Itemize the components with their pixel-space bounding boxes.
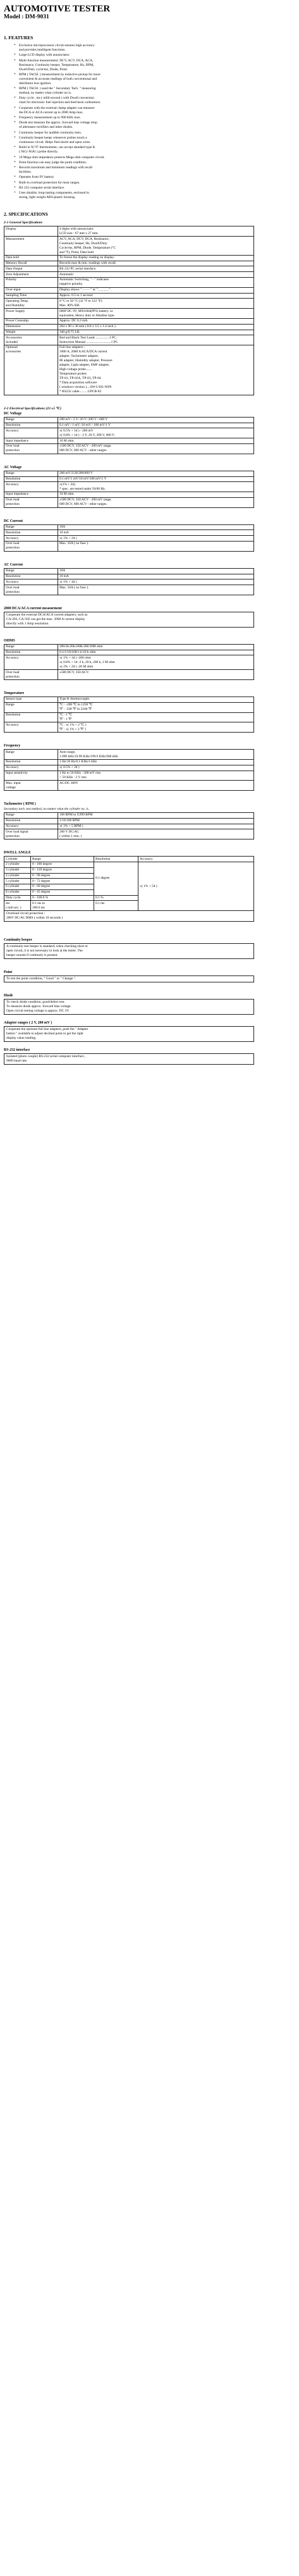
spec-label: Over load protection xyxy=(4,497,58,507)
feature-item: * Operates from 9V battery. xyxy=(14,175,291,180)
spec-row xyxy=(4,712,254,722)
spec-value: 0 °C to 50 °C (32 °F to 122 °F). Max. 80% RH. xyxy=(58,299,254,309)
spec-row xyxy=(4,417,254,423)
features-list xyxy=(4,44,291,200)
spec-value: Red and Black Test Leads ................1 PC. Instruction Manual .............................1 PC. xyxy=(58,335,254,345)
spec-label: Dimension xyxy=(4,324,58,330)
spec-value: Approx. DC 6.3 mA. xyxy=(58,318,254,324)
spec-row xyxy=(4,443,254,454)
spec-row xyxy=(4,781,254,791)
spec-label: Zero Adjustment xyxy=(4,272,58,278)
dwell-resolution: 0.1 degree xyxy=(94,862,138,895)
spec-value: 1/10/100 RPM xyxy=(58,818,254,824)
point-text: To test the point condition, " Good " or " Change ". xyxy=(4,975,254,982)
spec-row xyxy=(4,524,254,530)
spec-row xyxy=(4,824,254,829)
electrical-spec-heading: 2-2 Electrical Specifications (23 ±5 ℃) xyxy=(4,406,62,411)
specifications-heading: 2. SPECIFICATIONS xyxy=(4,211,48,218)
spec-row xyxy=(4,237,254,256)
continuity-heading: Continuity beeper xyxy=(4,938,32,943)
spec-row xyxy=(4,536,254,542)
feature-item: * RPM ( TACH. ) measurement by inductive pickup for more convenient & accurate readings of both conventional and distributor less ignition. xyxy=(14,73,291,86)
feature-item: * Continuity beeper keeps whenever probes touch a continuous circuit. Helps find shorts and open wires. xyxy=(14,136,291,145)
spec-label: Accuracy xyxy=(4,655,58,670)
spec-row xyxy=(4,722,254,733)
spec-label: Accuracy xyxy=(4,824,58,829)
dwell-cylinder: 6 cylinder xyxy=(4,884,31,890)
spec-label: Range xyxy=(4,813,58,819)
dwell-duty-cell: 0.1 % xyxy=(94,895,138,901)
spec-row xyxy=(4,299,254,309)
spec-label: Power Supply xyxy=(4,309,58,319)
spec-row xyxy=(4,423,254,428)
spec-value: 10 M ohm. xyxy=(58,492,254,498)
spec-label: Range xyxy=(4,702,58,712)
spec-row xyxy=(4,287,254,293)
spec-label: Power Consump. xyxy=(4,318,58,324)
feature-item: * Exclusive microprocessor circuit ensures high accuracy and provides intelligent functions. xyxy=(14,44,291,53)
dwell-header-resolution: Resolution xyxy=(94,857,138,862)
rs232-heading: RS-232 interface xyxy=(4,1048,30,1053)
dwell-cylinder: 2 cylinder xyxy=(4,862,31,867)
spec-label: Memory Recall xyxy=(4,261,58,266)
spec-row xyxy=(4,765,254,771)
spec-label: Sensor type xyxy=(4,697,58,703)
spec-value: RS 232 PC serial interface. xyxy=(58,266,254,272)
spec-row xyxy=(4,278,254,288)
spec-label: Accuracy xyxy=(4,482,58,492)
feature-item: * Frequency measurement up to 900 KHz max. xyxy=(14,116,291,120)
spec-row xyxy=(4,226,254,237)
spec-row xyxy=(4,771,254,781)
model-number: Model : DM-9031 xyxy=(4,14,49,20)
spec-label: Over load protection xyxy=(4,585,58,595)
spec-value: ±( 1% + 5 RPM ) xyxy=(58,824,254,829)
dwell-range: 0 - 60 degree xyxy=(31,884,94,890)
feature-item: * Build in 'K'/'F' thermometer, can accept standard type K ( NiCr-NiAl ) probe directly. xyxy=(14,146,291,154)
spec-value: 200 mV / 2 V/ 20 V/ 200 V / 600 V xyxy=(58,417,254,423)
spec-row xyxy=(4,650,254,655)
dwell-cylinder: 3 cylinder xyxy=(4,867,31,873)
spec-row xyxy=(4,309,254,319)
dwell-header-accuracy: Accuracy xyxy=(138,857,254,862)
feature-item: * Records maximum and minimum readings with recall facilities. xyxy=(14,166,291,175)
spec-row xyxy=(4,272,254,278)
spec-row xyxy=(4,644,254,650)
dwell-range: 0 - 72 degree xyxy=(31,879,94,884)
document-title: AUTOMOTIVE TESTER xyxy=(4,4,111,14)
spec-value: Automatic Switching, " - " indicates negative polarity. xyxy=(58,278,254,288)
spec-label: Accuracy xyxy=(4,765,58,771)
feature-item: * Uses durable, long-lasting components, enclosed in strong, light weight ABS-plastic housing. xyxy=(14,191,291,200)
aca-heading: AC Current xyxy=(4,562,23,567)
spec-label: Max. input voltage xyxy=(4,781,58,791)
spec-row xyxy=(4,438,254,444)
spec-label: Data Output xyxy=(4,266,58,272)
spec-label: Accuracy xyxy=(4,722,58,733)
spec-value: AC/DC 300V xyxy=(58,781,254,791)
spec-row xyxy=(4,335,254,345)
dwell-row xyxy=(4,862,254,867)
spec-row xyxy=(4,471,254,476)
spec-label: Weight xyxy=(4,330,58,335)
feature-item: * 10 Mega ohm impedance protects Mega ohm computer circuit. xyxy=(14,156,291,160)
spec-label: Display xyxy=(4,226,58,237)
temperature-table xyxy=(4,697,254,733)
spec-value: ±( 1% + 3d ) -200 ohm ±( 0.8% + 1d -2 k, 20 k, 200 k, 2 M ohm ±( 2% + 2d ) -20 M ohm xyxy=(58,655,254,670)
spec-row xyxy=(4,750,254,760)
adapter-heading: Adapter ranges ( 2 V, 200 mV ) xyxy=(4,1021,52,1025)
spec-label: Range xyxy=(4,417,58,423)
feature-item: * Point function can easy judge the point condition. xyxy=(14,161,291,165)
spec-value: ±( 0.5% + 2d ) xyxy=(58,765,254,771)
adapter-text: Cooperate the optional full line adapters, push the " Adapter button " available to adjust decimal point to get the right display value reading. xyxy=(4,1026,254,1042)
acv-heading: AC Voltage xyxy=(4,465,22,469)
diode-text: To check diode condition, good/defect test. To measure diode approx. forward bias voltage. Open circuit testing voltage is approx. DC 3V. xyxy=(4,999,254,1015)
spec-row xyxy=(4,492,254,498)
spec-row xyxy=(4,261,254,266)
spec-value: 100 RPM to 9,999 RPM xyxy=(58,813,254,819)
spec-value: To freeze the display reading on display. xyxy=(58,255,254,261)
spec-label: Accuracy xyxy=(4,536,58,542)
ohms-heading: OHMS xyxy=(4,638,15,643)
feature-item: * RPM ( TACH. ) used the " Secondary Tach. " measuring method, no matter what cylinder no is. xyxy=(14,87,291,96)
spec-value: 10 mA xyxy=(58,574,254,579)
spec-row xyxy=(4,813,254,819)
spec-value: 1 Hz to 50 KHz : 500 mV rms > 50 KHz : 2 V rms xyxy=(58,771,254,781)
spec-label: Accessories Included xyxy=(4,335,58,345)
ohms-table xyxy=(4,644,254,680)
dwell-range: 0 - 180 degree xyxy=(31,862,94,867)
spec-value: 10 M ohm. xyxy=(58,438,254,444)
spec-value: Approx. 0.5 to 1 second. xyxy=(58,293,254,299)
spec-label: Over load signal protection xyxy=(4,829,58,839)
dcv-heading: DC Voltage xyxy=(4,411,22,416)
spec-label: Accuracy xyxy=(4,428,58,438)
dca-table xyxy=(4,524,254,552)
spec-row xyxy=(4,330,254,335)
spec-value: 1 Hz/10 Hz/0.1 KHz/1 kHz xyxy=(58,759,254,765)
spec-label: Measurement xyxy=(4,237,58,256)
spec-value: Automatic xyxy=(58,272,254,278)
spec-row xyxy=(4,318,254,324)
spec-label: Polarity xyxy=(4,278,58,288)
feature-item: * RS 232 computer serial interface. xyxy=(14,186,291,190)
dwell-header-range: Range xyxy=(31,857,94,862)
spec-row xyxy=(4,655,254,670)
spec-value: Max. 10A ( no fuse ). xyxy=(58,542,254,552)
spec-row xyxy=(4,530,254,536)
dwell-heading: DWELL ANGLE xyxy=(4,851,32,855)
features-heading: 1. FEATURES xyxy=(4,35,34,40)
spec-value: ±( 1% + 4d ) xyxy=(58,579,254,585)
spec-row xyxy=(4,482,254,492)
dwell-accuracy: ±( 1% + 5d ) xyxy=(138,862,254,910)
spec-label: Over load protection xyxy=(4,443,58,454)
spec-label: Over-input xyxy=(4,287,58,293)
spec-label: Resolution xyxy=(4,423,58,428)
spec-row xyxy=(4,574,254,579)
acv-table xyxy=(4,471,254,508)
diode-heading: Diode xyxy=(4,994,13,998)
feature-item: * Built-in overload protection for most ranges. xyxy=(14,181,291,185)
spec-label: Range xyxy=(4,471,58,476)
general-spec-table xyxy=(4,226,254,395)
dwell-duty-cell: 0 - 100.0 % xyxy=(31,895,94,901)
dcv-table xyxy=(4,417,254,454)
spec-row xyxy=(4,266,254,272)
spec-row xyxy=(4,585,254,595)
spec-value: 204 x 90 x 36 mm ( 8.0 x 3.5 x 1.4 inch ). xyxy=(58,324,254,330)
spec-value: Max. 10A ( no fuse ). xyxy=(58,585,254,595)
spec-value: Full line adapters : 1000 A, 2000 A ACA/DCA current adapter, Tachometer adapter, IR adapter, Humidity adapter, Pressure adapter, Light adapter, EMF adapter, High voltage probe....... Temperature probes TP-01, TP-02A, TP-03, TP-04 * Data acquisition software ( windows version )....SW-U101-WIN * RS232 cable..........UPCB-02 xyxy=(58,345,254,395)
dwell-range: 0 - 90 degree xyxy=(31,873,94,879)
spec-label: Resolution xyxy=(4,650,58,655)
document xyxy=(0,0,299,1065)
spec-value: Display shows " - - - - " or " _ _ _ _ ". xyxy=(58,287,254,293)
spec-value: 0.1/1/10/100/1 k/10 k ohm xyxy=(58,650,254,655)
spec-value: ℃ : -200 ℃ to 1250 ℃ ℉ : -328 ℉ to 2246 ℉ xyxy=(58,702,254,712)
spec-row xyxy=(4,759,254,765)
spec-row xyxy=(4,476,254,482)
spec-row xyxy=(4,324,254,330)
spec-value: 340 g/0.75 LB. xyxy=(58,330,254,335)
rs232-text: Isolated (photo couple) RS-232 serial computer interface , 9600 baud rate. xyxy=(4,1053,254,1065)
spec-value: ±500 DCV, 350 ACV. xyxy=(58,670,254,680)
spec-label: Resolution xyxy=(4,712,58,722)
general-spec-heading: 2-1 General Specifications xyxy=(4,221,43,225)
spec-row xyxy=(4,568,254,574)
feature-item: * Large LCD display with annunciator. xyxy=(14,53,291,58)
dwell-cylinder: 8 cylinder xyxy=(4,889,31,895)
frequency-heading: Frequency xyxy=(4,744,21,748)
spec-label: Range xyxy=(4,568,58,574)
dwell-ms-cell: 0.1 ms xyxy=(94,901,138,911)
spec-row xyxy=(4,670,254,680)
spec-label: Optional accessories xyxy=(4,345,58,395)
dwell-ms-cell: ms ( mili sec. ) xyxy=(4,901,31,911)
spec-label: Range xyxy=(4,524,58,530)
spec-value: ±( 0.5% + 1d ) - 200 mV ±( 0.8% + 1d ) - 2 V, 20 V, 200 V, 600 V. xyxy=(58,428,254,438)
dwell-header-cylinder: Cylinder xyxy=(4,857,31,862)
spec-label: Input impedance xyxy=(4,492,58,498)
spec-label: Over load protection xyxy=(4,542,58,552)
spec-value: ACV, ACA, DCV, DCA, Resistance, Continuity beeper, Hz, Dwell/Duty Cycle/ms, RPM, Diode, Temperature (°C and °F), Point, Data hold xyxy=(58,237,254,256)
spec-value: 0.1 mV/1 mV/10 mV/100 mV/1 V xyxy=(58,476,254,482)
spec-label: Resolution xyxy=(4,476,58,482)
dwell-cylinder: 4 cylinder xyxy=(4,873,31,879)
tachometer-table xyxy=(4,812,254,839)
dwell-duty-cell: Duty cycle xyxy=(4,895,31,901)
spec-row xyxy=(4,579,254,585)
spec-row xyxy=(4,345,254,395)
spec-label: Input sensitivity xyxy=(4,771,58,781)
spec-value: 200 V DC/AC ( within 1 min. ) xyxy=(58,829,254,839)
spec-label: Range xyxy=(4,644,58,650)
feature-item: * Continuity beeper for audible continuity tests. xyxy=(14,131,291,135)
frequency-table xyxy=(4,749,254,791)
aca-table xyxy=(4,568,254,595)
spec-row xyxy=(4,702,254,712)
spec-row xyxy=(4,255,254,261)
dwell-cylinder: 5 cylinder xyxy=(4,879,31,884)
feature-item: * Cooperate with the external clamp adapter can measure the DCA or ACA current up to 2000 Amp max. xyxy=(14,106,291,115)
dwell-range: 0 - 120 degree xyxy=(31,867,94,873)
spec-row xyxy=(4,542,254,552)
spec-label: Resolution xyxy=(4,574,58,579)
clamp-text: Cooperate the external DCA/ACA current adapters, such as CA-203, CA-502 can get the max. 2000 A current display directly with 1 Amp resolution. xyxy=(4,612,254,628)
spec-label: Operating Temp. and Humidity xyxy=(4,299,58,309)
spec-value: 200 mV/2/20/200/600 V xyxy=(58,471,254,476)
spec-label: Data hold xyxy=(4,255,58,261)
dca-heading: DC Current xyxy=(4,519,23,523)
spec-value: ℃ : 1 ℃ ℉ : 1 ℉ xyxy=(58,712,254,722)
spec-label: Resolution xyxy=(4,759,58,765)
spec-value: 200/2k/20k/200k/2M/20M ohm xyxy=(58,644,254,650)
spec-value: ℃ : ±( 1% + 2 ℃ ) ℉ : ±( 1% + 3 ℉ ) xyxy=(58,722,254,733)
spec-value: ±( 1% + 2d ) xyxy=(58,536,254,542)
spec-row xyxy=(4,818,254,824)
spec-value: Auto range, 1.999 kHz/19.99 KHz/199.9 KHz/900 kHz xyxy=(58,750,254,760)
spec-value: 006P DC 9V, MN1604(PP3) battery. or equivalent, Heavy duty or Alkaline type. xyxy=(58,309,254,319)
spec-label: Resolution xyxy=(4,530,58,536)
spec-row xyxy=(4,497,254,507)
spec-label: Resolution xyxy=(4,818,58,824)
spec-value: ±500 DCV, 350 ACV - 200 mV range. 600 DCV, 600 ACV - other ranges. xyxy=(58,443,254,454)
spec-row xyxy=(4,428,254,438)
spec-label: Input impedance xyxy=(4,438,58,444)
spec-label: Range xyxy=(4,750,58,760)
spec-row xyxy=(4,829,254,839)
dwell-overload-note: Overload circuit protection : 200V DC/AC RMS ( within 10 seconds ) xyxy=(4,911,254,922)
spec-label: Accuracy xyxy=(4,579,58,585)
tachometer-note: Secondary tach. test method, no matter what the cylinder no. is. xyxy=(4,807,90,812)
dwell-range: 0 - 45 degree xyxy=(31,889,94,895)
spec-value: 4 digits with annunciator. LCD size : 67 mm x 27 mm. xyxy=(58,226,254,237)
spec-label: Over load protection xyxy=(4,670,58,680)
spec-label: Sampling Time xyxy=(4,293,58,299)
continuity-text: A continuity test beeper is standard, when checking short or open circuit, it is not necessary to look at the meter. The beeper sounds if continuity is present. xyxy=(4,943,254,959)
dwell-table xyxy=(4,856,254,911)
tachometer-heading: Tachometer ( RPM ) xyxy=(4,802,36,807)
spec-value: 10A xyxy=(58,568,254,574)
spec-value: Type K thermocouple. xyxy=(58,697,254,703)
spec-value: ±500 DCV, 350 ACV - 200 mV range. 600 DCV, 600 ACV - other ranges. xyxy=(58,497,254,507)
point-heading: Point xyxy=(4,970,13,975)
spec-value: ±(1% + 2d) * spec. are tested under 50/60 Hz. xyxy=(58,482,254,492)
clamp-heading: 2000 DCA/ACA current measurment xyxy=(4,606,62,610)
spec-value: Records max & min. readings with recall. xyxy=(58,261,254,266)
spec-value: 0.1 mV / 1 mV /10 mV / 100 mV/1 V xyxy=(58,423,254,428)
feature-item: * Diode test measure the approx. forward bias voltage drop of alternator rectifiers and other diodes. xyxy=(14,121,291,130)
feature-item: * Duty cycle , ms ( milli-second ) with Dwell conversion chart for electronic fuel injection and feed-back carburetors. xyxy=(14,96,291,105)
spec-value: 10 mA xyxy=(58,530,254,536)
feature-item: * Multi function measurement: DCV, ACV, DCA, ACA, Resistance, Continuity beeper, Temperature, Hz, RPM, Dwell/Duty cycle/ms, Diode, Point. xyxy=(14,59,291,72)
dwell-ms-cell: 0.1 ms to 100.0 ms xyxy=(31,901,94,911)
spec-row xyxy=(4,293,254,299)
spec-row xyxy=(4,697,254,703)
spec-value: 10A xyxy=(58,524,254,530)
temperature-heading: Temperature xyxy=(4,691,25,696)
